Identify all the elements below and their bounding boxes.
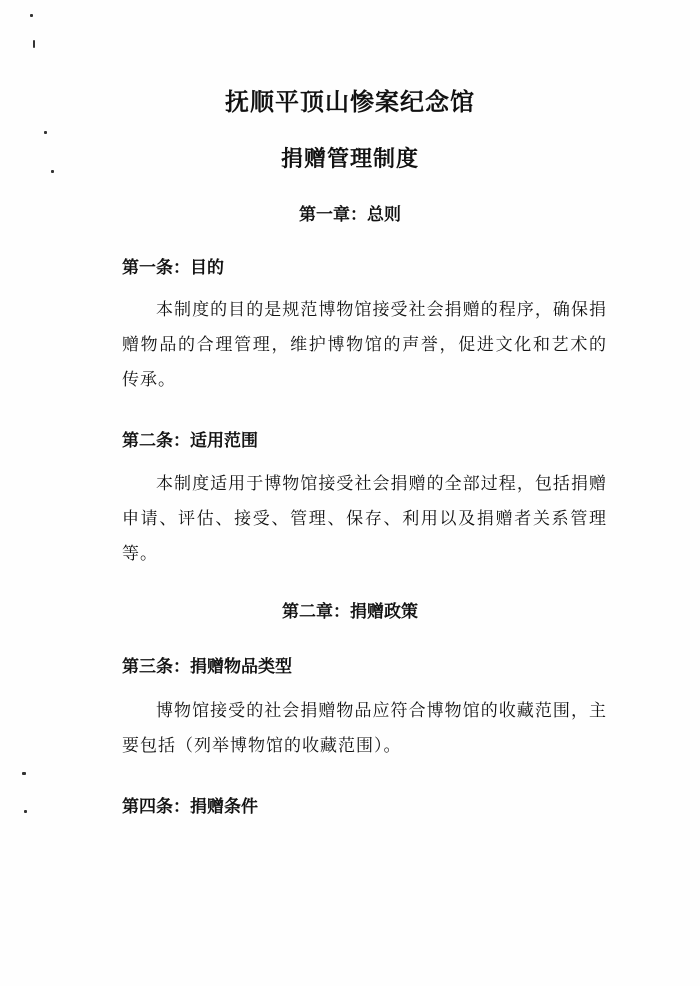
scan-speck — [33, 40, 35, 48]
document-subtitle: 捐赠管理制度 — [280, 147, 419, 172]
chapter-2-heading: 第二章：捐赠政策 — [282, 602, 418, 622]
article-2-heading: 第二条：适用范围 — [122, 431, 258, 451]
scan-speck — [30, 14, 33, 17]
article-3-body: 博物馆接受的社会捐赠物品应符合博物馆的收藏范围，主要包括（列举博物馆的收藏范围）。 — [122, 701, 607, 756]
scan-speck — [44, 131, 47, 134]
article-3-heading: 第三条：捐赠物品类型 — [122, 657, 292, 677]
article-1-body: 本制度的目的是规范博物馆接受社会捐赠的程序，确保捐赠物品的合理管理，维护博物馆的声誉，促进文化和艺术的传承。 — [122, 300, 607, 390]
chapter-1-heading: 第一章：总则 — [299, 205, 401, 225]
document-title: 抚顺平顶山惨案纪念馆 — [225, 88, 475, 116]
article-4-heading: 第四条：捐赠条件 — [122, 797, 258, 817]
scan-speck — [24, 810, 27, 813]
scan-speck — [22, 772, 26, 775]
article-1-heading: 第一条：目的 — [122, 258, 224, 278]
article-2-body: 本制度适用于博物馆接受社会捐赠的全部过程，包括捐赠申请、评估、接受、管理、保存、利用以及捐赠者关系管理等。 — [122, 474, 607, 564]
